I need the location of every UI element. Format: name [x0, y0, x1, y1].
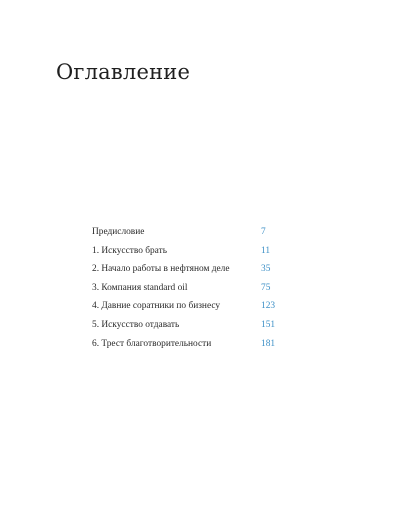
toc-entry-page-link[interactable]: 123 [261, 301, 276, 312]
toc-entry-label: 5. Искусство отдавать [92, 319, 180, 330]
toc-entry-chapter-2[interactable] [92, 263, 292, 282]
toc-entry-label: 6. Трест благотворительности [92, 338, 212, 349]
toc-entry-label: 3. Компания standard oil [92, 282, 188, 293]
toc-entry-page-link[interactable]: 35 [261, 264, 271, 275]
toc-entry-chapter-4[interactable] [92, 300, 292, 319]
toc-entry-preface[interactable] [92, 226, 292, 245]
toc-entry-page-link[interactable]: 75 [261, 282, 271, 293]
toc-entry-chapter-3[interactable] [92, 282, 292, 301]
toc-entry-page-link[interactable]: 11 [261, 245, 271, 256]
page-title: Оглавление [56, 60, 191, 84]
toc-entry-label: Предисловие [92, 227, 145, 237]
toc-entry-page-link[interactable]: 181 [261, 338, 276, 349]
toc-entry-page-link[interactable]: 7 [261, 227, 266, 237]
toc-entry-label: 4. Давние соратники по бизнесу [92, 301, 221, 312]
toc-entry-chapter-5[interactable] [92, 319, 292, 338]
toc-entry-label: 2. Начало работы в нефтяном деле [92, 264, 230, 275]
table-of-contents [92, 226, 292, 356]
toc-entry-chapter-1[interactable] [92, 245, 292, 264]
toc-entry-label: 1. Искусство брать [92, 245, 167, 256]
toc-entry-page-link[interactable]: 151 [261, 319, 276, 330]
toc-entry-chapter-6[interactable] [92, 338, 292, 357]
